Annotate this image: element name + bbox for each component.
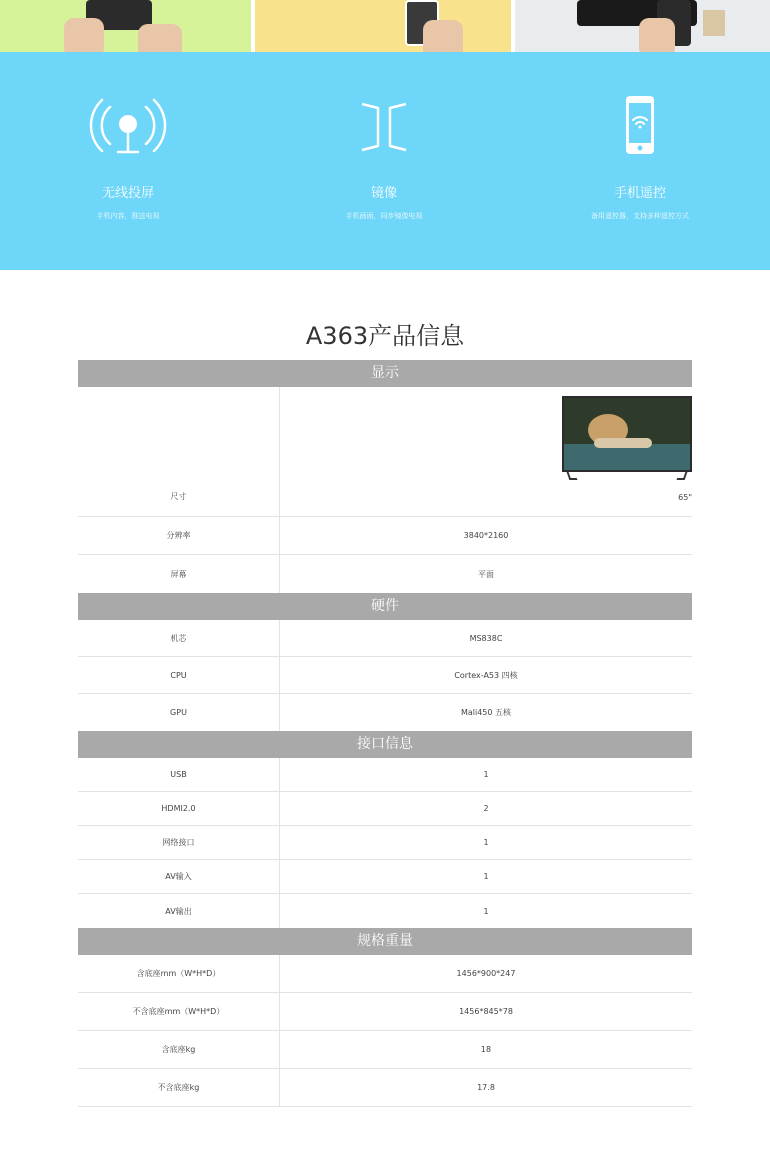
phone-remote-icon (600, 92, 680, 162)
row-value: 2 (483, 804, 489, 813)
feature-name: 镜像 (370, 186, 397, 201)
row-value: 平面 (478, 569, 494, 579)
table-row (78, 387, 692, 517)
feature-name: 无线投屏 (101, 186, 154, 201)
row-value: 18 (480, 1045, 492, 1054)
wifi-antenna-icon (88, 92, 168, 162)
photo-strip (0, 0, 770, 52)
feature-desc: 手机内容，推送电视 (96, 212, 160, 220)
row-key: USB (78, 758, 280, 791)
row-value: 65" (678, 493, 692, 502)
row-key: 分辨率 (78, 517, 280, 554)
table-row (78, 1069, 692, 1107)
section-header-interface: 接口信息 (78, 731, 692, 758)
row-key: CPU (78, 657, 280, 693)
table-row (78, 694, 692, 731)
row-value: 1 (483, 838, 489, 847)
hand-left (64, 18, 104, 52)
row-value: 1456*900*247 (456, 969, 516, 978)
table-row (78, 657, 692, 694)
row-key: AV输出 (78, 894, 280, 928)
row-key: 机芯 (78, 620, 280, 656)
row-key: 网络接口 (78, 826, 280, 859)
section-header-display: 显示 (78, 360, 692, 387)
hand-phone (423, 20, 463, 52)
row-key: 不含底座mm（W*H*D） (78, 993, 280, 1030)
table-row (78, 517, 692, 555)
row-key: 不含底座kg (78, 1069, 280, 1106)
feature-phone-remote (512, 52, 768, 270)
row-key: 含底座mm（W*H*D） (78, 955, 280, 992)
section-header-spec: 规格重量 (78, 928, 692, 955)
feature-wireless-cast (0, 52, 256, 270)
photo-hand-tablet (0, 0, 251, 52)
snail-body (594, 438, 652, 448)
tv-leg-left (567, 472, 578, 480)
row-key: 屏幕 (78, 555, 280, 593)
hand-right (138, 24, 182, 52)
table-row (78, 792, 692, 826)
table-row (78, 555, 692, 593)
row-key: HDMI2.0 (78, 792, 280, 825)
photo-living-room (515, 0, 770, 52)
tv-screen (562, 396, 692, 472)
photo-hand-phone (255, 0, 512, 52)
table-row (78, 758, 692, 792)
table-row (78, 993, 692, 1031)
row-value: 17.8 (477, 1083, 495, 1092)
row-value: Mali450 五核 (460, 708, 512, 717)
table-row (78, 826, 692, 860)
mirror-icon (344, 92, 424, 162)
section-header-hardware: 硬件 (78, 593, 692, 620)
table-row (78, 894, 692, 928)
row-value: 1 (483, 872, 489, 881)
row-value: 3840*2160 (463, 531, 509, 540)
row-key: GPU (78, 694, 280, 731)
spec-table (78, 360, 692, 1107)
row-value-cell (280, 387, 692, 516)
feature-desc: 备用遥控器，支持多种遥控方式 (591, 212, 689, 220)
table-row (78, 955, 692, 993)
row-key: 尺寸 (78, 387, 280, 516)
feature-mirror (256, 52, 512, 270)
feature-name: 手机遥控 (613, 186, 666, 201)
row-key: AV输入 (78, 860, 280, 893)
row-value: MS838C (469, 633, 503, 643)
table-row (78, 1031, 692, 1069)
feature-desc: 手机画面，同步镜像电视 (345, 212, 423, 220)
table-row (78, 860, 692, 894)
decor-box (703, 10, 725, 36)
row-value: 1456*845*78 (459, 1007, 513, 1016)
table-row (78, 620, 692, 657)
hand-remote (639, 18, 675, 52)
row-key: 含底座kg (78, 1031, 280, 1068)
product-title: A363产品信息 (305, 322, 465, 350)
row-value: 1 (483, 770, 489, 779)
row-value: 1 (483, 906, 489, 916)
tv-product-image (562, 396, 692, 481)
tv-leg-right (677, 472, 688, 480)
feature-band (0, 52, 770, 270)
row-value: Cortex-A53 四核 (454, 670, 518, 680)
